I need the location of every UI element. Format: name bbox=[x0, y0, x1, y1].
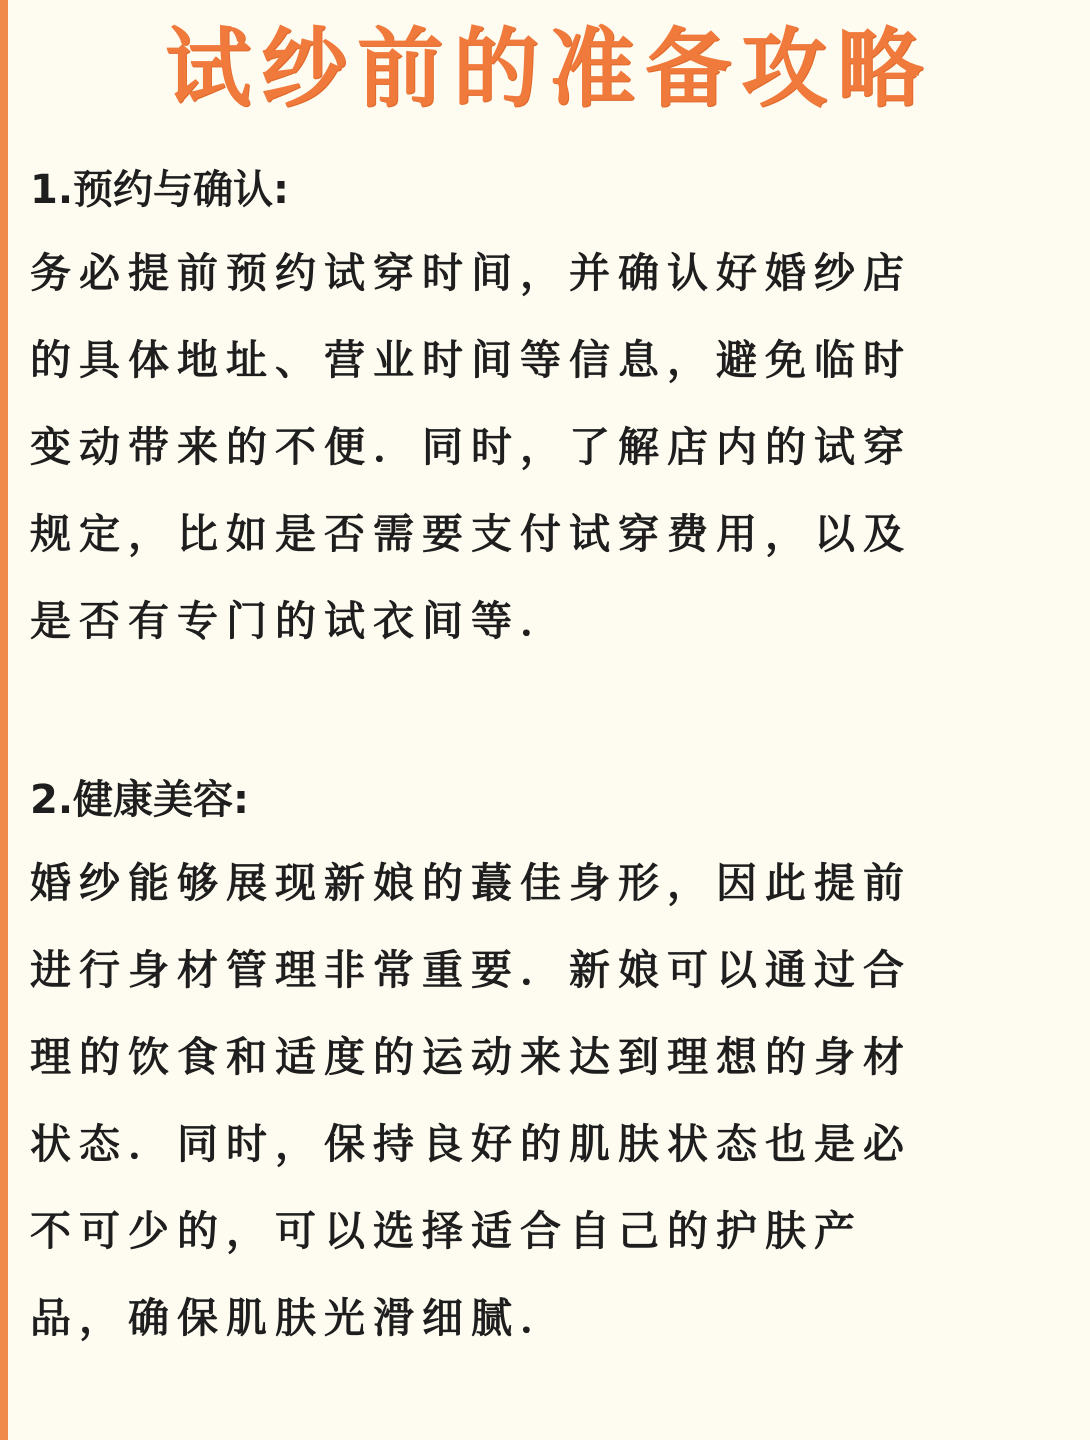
section-heading: 2.健康美容: bbox=[30, 777, 250, 823]
section-body bbox=[30, 230, 1070, 665]
section-heading: 1.预约与确认: bbox=[30, 167, 290, 213]
body-line: 规定，比如是否需要支付试穿费用，以及 bbox=[30, 510, 912, 558]
body-line: 是否有专门的试衣间等． bbox=[30, 597, 569, 645]
body-line: 不可少的，可以选择适合自己的护肤产 bbox=[30, 1207, 863, 1255]
body-line: 理的饮食和适度的运动来达到理想的身材 bbox=[30, 1033, 912, 1081]
body-line: 务必提前预约试穿时间，并确认好婚纱店 bbox=[30, 249, 912, 297]
section-health-beauty bbox=[30, 760, 1070, 1362]
body-line: 品，确保肌肤光滑细腻． bbox=[30, 1294, 569, 1342]
body-line: 的具体地址、营业时间等信息，避免临时 bbox=[30, 336, 912, 384]
body-line: 变动带来的不便．同时，了解店内的试穿 bbox=[30, 423, 912, 471]
section-body bbox=[30, 840, 1070, 1362]
page-title: 试纱前的准备攻略 bbox=[165, 19, 933, 119]
document-page bbox=[8, 0, 1090, 1440]
body-line: 进行身材管理非常重要．新娘可以通过合 bbox=[30, 946, 912, 994]
section-appointment bbox=[30, 150, 1070, 665]
body-line: 婚纱能够展现新娘的蕞佳身形，因此提前 bbox=[30, 859, 912, 907]
body-line: 状态．同时，保持良好的肌肤状态也是必 bbox=[30, 1120, 912, 1168]
